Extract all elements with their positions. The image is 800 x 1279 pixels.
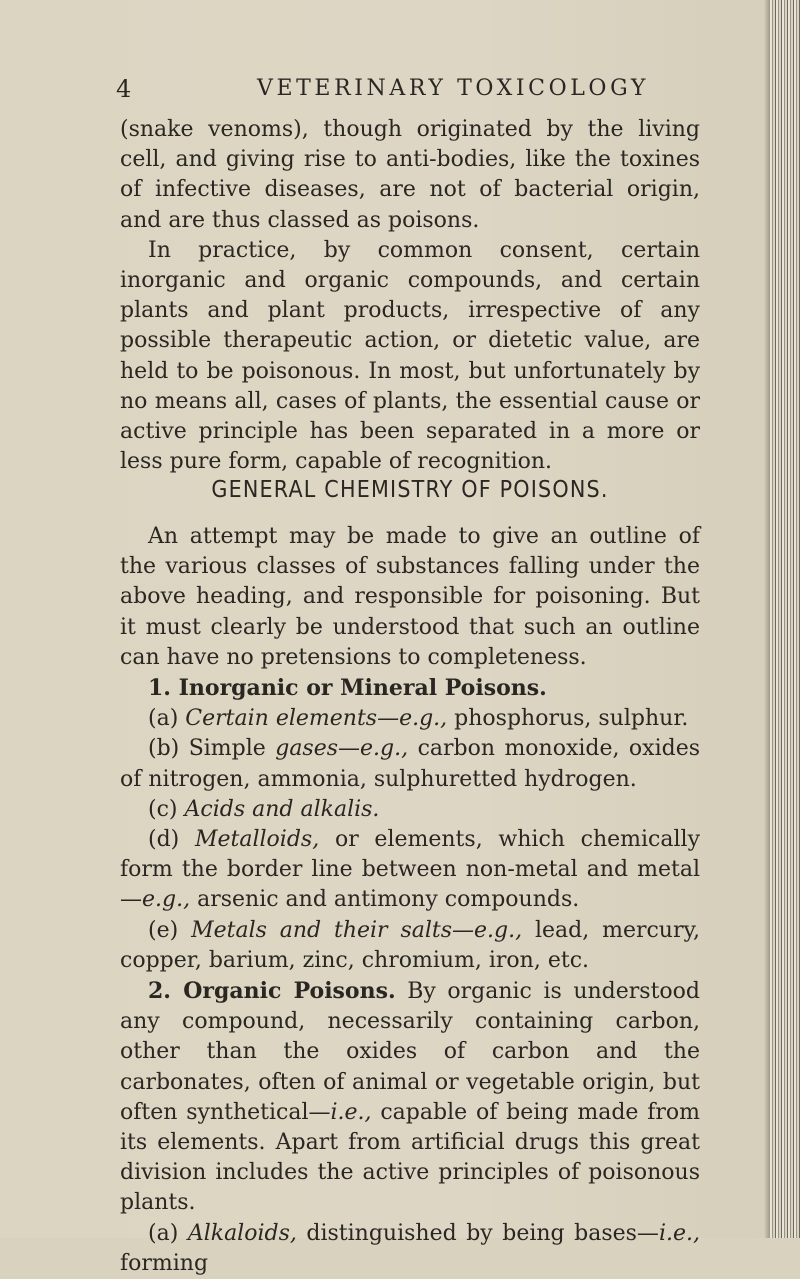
organic-text: By organic is understood any compound, necessarily containing carbon, other than the oxides of carbon and the carbonates, often of animal or vegetable origin, but often synthetical— (120, 979, 700, 1125)
item-text: forming (120, 1250, 209, 1276)
inorganic-item-a (120, 704, 700, 734)
item-text: distinguished by being bases— (306, 1220, 659, 1246)
item-italic: Alkaloids, (187, 1220, 297, 1246)
inorganic-item-d (120, 825, 700, 916)
inorganic-title: 1. Inorganic or Mineral Poisons. (148, 675, 547, 702)
item-label: (e) (148, 917, 179, 943)
item-italic: Certain elements—e.g., (185, 706, 448, 732)
intro-paragraph-2: In practice, by common consent, certain inorganic and organic compounds, and certain plants and plant products, irrespective of any possible therapeutic action, or dietetic value, are held to be poisonous. In most, but unfortunately by no means all, cases of plants, the essential cause or active principle has been separated in a more or less pure form, capable of recognition. (120, 237, 700, 475)
item-label: (b) (148, 736, 180, 762)
item-text: or elements, which chemically form the border line between non-metal and metal— (120, 827, 700, 913)
item-text: arsenic and antimony compounds. (197, 887, 580, 913)
page-edge-strip (770, 0, 800, 1238)
organic-item-a (120, 1219, 700, 1279)
page-number: 4 (116, 75, 132, 103)
inorganic-item-c (120, 795, 700, 825)
intro-paragraph-1: (snake venoms), though originated by the living cell, and giving rise to anti-bodies, like the toxines of infective diseases, are not of bacterial origin, and are thus classed as poisons. (120, 117, 700, 233)
section-body (120, 522, 700, 1279)
section-paragraph-1: An attempt may be made to give an outline of the various classes of substances falling under the above heading, and responsible for poisoning. But it must clearly be understood that such an outline can have no pretensions to completeness. (120, 524, 700, 670)
organic-title: 2. Organic Poisons. (148, 978, 396, 1005)
item-italic: Acids and alkalis. (184, 796, 380, 822)
item-italic: i.e., (658, 1220, 700, 1246)
intro-text (120, 115, 700, 477)
item-text: lead, mercury, copper, barium, zinc, chromium, iron, etc. (120, 917, 700, 973)
item-italic: gases—e.g., (275, 736, 409, 762)
item-text: Simple (188, 736, 266, 762)
inorganic-item-b (120, 734, 700, 794)
organic-text: capable of being made from its elements. Apart from artificial drugs this great division includes the active principles of poisonous plants. (120, 1099, 700, 1216)
inorganic-title-line (120, 673, 700, 704)
item-italic: i.e., (330, 1099, 372, 1125)
item-italic: Metals and their salts—e.g., (191, 917, 523, 943)
item-italic: Metalloids, (194, 827, 320, 853)
item-text: carbon monoxide, oxides of nitrogen, ammonia, sulphuretted hydrogen. (120, 736, 701, 792)
section-heading: GENERAL CHEMISTRY OF POISONS. (211, 477, 609, 503)
item-italic: e.g., (142, 887, 191, 913)
page-header (0, 60, 800, 103)
item-label: (c) (148, 796, 178, 822)
item-label: (d) (148, 827, 180, 853)
item-text: phosphorus, sulphur. (454, 706, 689, 732)
organic-paragraph (120, 976, 700, 1219)
item-label: (a) (148, 1220, 179, 1246)
inorganic-item-e (120, 916, 700, 976)
running-title: VETERINARY TOXICOLOGY (257, 76, 649, 101)
item-label: (a) (148, 706, 179, 732)
